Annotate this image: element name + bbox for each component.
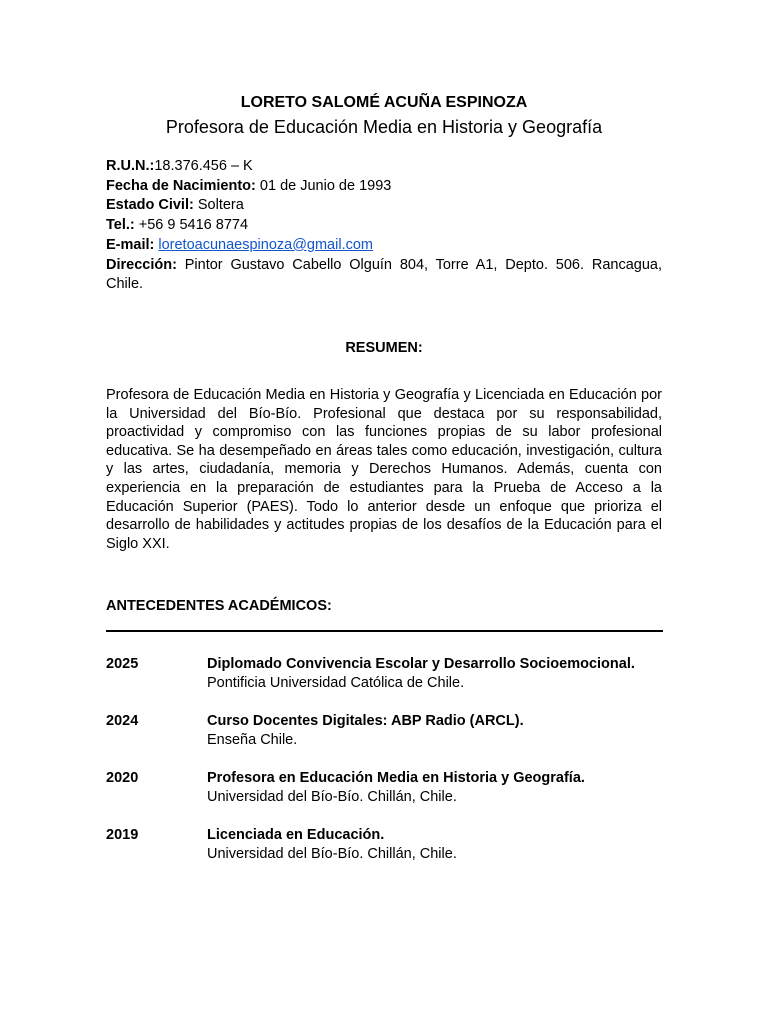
civil-status-row — [106, 196, 662, 216]
email-row — [106, 236, 662, 256]
run-label: R.U.N.: — [106, 158, 155, 174]
summary-heading: RESUMEN: — [345, 340, 423, 356]
entry-institution: Universidad del Bío-Bío. Chillán, Chile. — [207, 846, 457, 862]
entry-title: Curso Docentes Digitales: ABP Radio (ARCL). — [207, 713, 524, 729]
entry-institution: Universidad del Bío-Bío. Chillán, Chile. — [207, 789, 457, 805]
address-value: Pintor Gustavo Cabello Olguín 804, Torre A1, Depto. 506. Rancagua, Chile. — [106, 256, 662, 293]
section-divider — [106, 630, 663, 632]
academic-heading: ANTECEDENTES ACADÉMICOS: — [106, 598, 332, 614]
personal-info — [106, 157, 662, 295]
phone-row — [106, 216, 662, 236]
run-row — [106, 157, 662, 177]
candidate-name: LORETO SALOMÉ ACUÑA ESPINOZA — [240, 94, 528, 111]
email-label: E-mail: — [106, 236, 155, 253]
entry-institution: Pontificia Universidad Católica de Chile. — [207, 675, 465, 691]
civil-status-label: Estado Civil: — [106, 197, 194, 214]
email-link[interactable]: loretoacunaespinoza@gmail.com — [158, 236, 373, 253]
entry-title: Diplomado Convivencia Escolar y Desarrollo Socioemocional. — [207, 656, 635, 672]
civil-status-value: Soltera — [197, 197, 244, 214]
address-row — [106, 256, 662, 295]
entry-year: 2025 — [106, 656, 139, 672]
phone-label: Tel.: — [106, 217, 135, 234]
entry-institution: Enseña Chile. — [207, 732, 298, 748]
entry-year: 2019 — [106, 827, 139, 843]
birth-value: 01 de Junio de 1993 — [259, 177, 392, 194]
entry-title: Profesora en Educación Media en Historia y Geografía. — [207, 770, 585, 786]
birth-row — [106, 177, 662, 197]
entry-year: 2024 — [106, 713, 139, 729]
entry-year: 2020 — [106, 770, 139, 786]
birth-label: Fecha de Nacimiento: — [106, 177, 256, 194]
address-label: Dirección: — [106, 256, 177, 273]
run-value: 18.376.456 – K — [154, 158, 253, 174]
summary-text: Profesora de Educación Media en Historia y Geografía y Licenciada en Educación por la Universidad del Bío-Bío. Profesional que destaca por su responsabilidad, proactividad y compromiso con las funciones propias de su labor profesional educativa. Se ha desempeñado en áreas tales como educación, investigación, cultura y las artes, ciudadanía, memoria y Derechos Humanos. Además, cuenta con experiencia en la preparación de estudiantes para la Prueba de Acceso a la Educación Superior (PAES). Todo lo anterior desde un enfoque que prioriza el desarrollo de habilidades y actitudes propias de los desafíos de la Educación para el Siglo XXI. — [106, 387, 662, 552]
entry-title: Licenciada en Educación. — [207, 827, 385, 843]
candidate-profession: Profesora de Educación Media en Historia y Geografía — [165, 117, 603, 137]
phone-value: +56 9 5416 8774 — [138, 217, 249, 234]
